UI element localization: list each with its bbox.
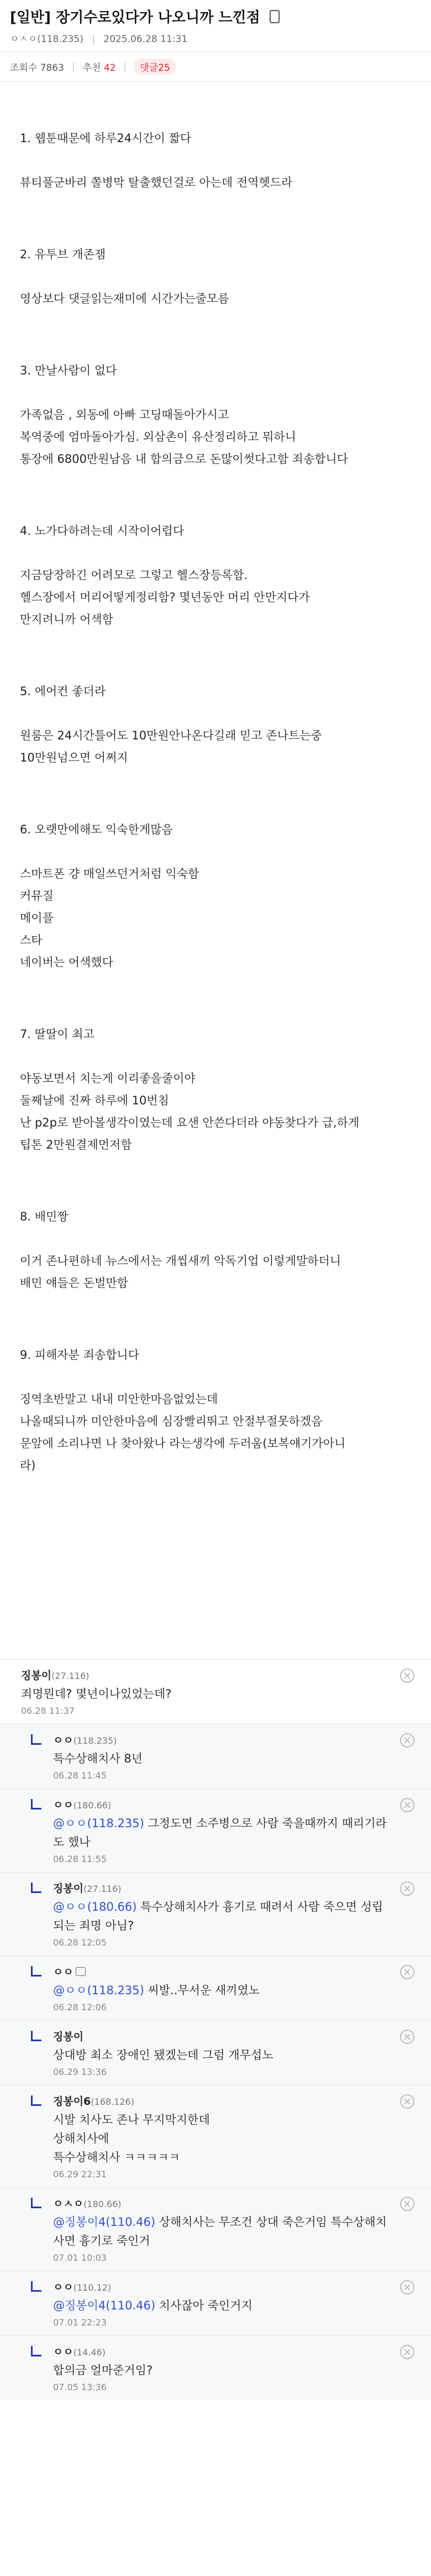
post-section [20, 818, 411, 973]
comment-author-ip: (27.116) [51, 1671, 90, 1681]
body-line: 만지려니까 어색함 [20, 613, 113, 626]
comment-reply [0, 2020, 431, 2085]
post-section [20, 359, 411, 470]
body-line: 지금당장하긴 어려모로 그렇고 헬스장등록함. [20, 569, 248, 582]
delete-comment-icon[interactable] [400, 2094, 414, 2109]
comment-text [53, 2046, 392, 2064]
recommend-value: 42 [103, 62, 116, 74]
delete-comment-icon[interactable] [400, 1733, 414, 1748]
comment-author-ip: (110.12) [73, 2282, 112, 2293]
body-line: 헬스장에서 머리어떻게정리함? 몇년동안 머리 안만지다가 [20, 591, 310, 604]
body-line: 나올때되니까 미안한마음에 심장빨리뛰고 안절부절못하겠음 [20, 1415, 323, 1428]
comment-reply [0, 1788, 431, 1872]
comment-reply [0, 2271, 431, 2335]
meta-separator: | [92, 34, 95, 45]
comment-mention[interactable]: @징봉이4(110.46) [53, 2299, 156, 2312]
body-line: 야동보면서 치는게 이리좋을줄이야 [20, 1072, 196, 1085]
comment-count-badge[interactable] [134, 59, 176, 75]
body-line: 커뮤질 [20, 889, 54, 903]
comment-body: 특수상해치사가 흉기로 때려서 사람 죽으면 성립되는 죄명 아님? [53, 1900, 383, 1932]
views-count: 조회수 7863 [10, 62, 64, 74]
comment-date: 06.28 11:55 [53, 1854, 107, 1864]
delete-comment-icon[interactable] [400, 1881, 414, 1896]
section-gap [20, 542, 411, 564]
comment-date: 07.05 13:36 [53, 2382, 107, 2392]
section-gap [20, 1045, 411, 1067]
comment-body: 시발 치사도 존나 무지막지한데 상해치사에 특수상해치사 ㅋㅋㅋㅋㅋ [53, 2113, 210, 2164]
section-heading: 4. 노가다하려는데 시작이어렵다 [20, 524, 185, 538]
section-heading: 8. 배민짱 [20, 1210, 69, 1223]
comment-body: 죄명뭔데? 몇년이나있었는데? [21, 1687, 172, 1701]
section-heading: 1. 웹툰때문에 하루24시간이 짧다 [20, 132, 192, 145]
comment-mention[interactable]: @징봉이4(110.46) [53, 2215, 156, 2229]
comment-text [53, 2361, 392, 2380]
body-line: 스타 [20, 934, 43, 947]
comment-author-ip: (168.126) [91, 2097, 134, 2107]
comment-author-ip: (118.235) [73, 1735, 117, 1746]
comment-reply [0, 2187, 431, 2271]
comment-date: 06.28 11:37 [21, 1706, 75, 1716]
comment-author[interactable] [53, 1732, 392, 1747]
phone-icon [76, 1967, 86, 1976]
body-line: 스마트폰 걍 매일쓰던거처럼 익숙함 [20, 867, 199, 880]
comment-list [0, 1659, 431, 2400]
comment-body: 특수상해치사 8년 [53, 1752, 143, 1765]
comment-date: 07.01 10:03 [53, 2252, 107, 2263]
post-header [0, 0, 431, 45]
body-line: 둘째날에 진짜 하루에 10번침 [20, 1094, 169, 1107]
post-section [20, 1344, 411, 1477]
comment-date: 07.01 22:23 [53, 2317, 107, 2328]
comment-text [53, 1981, 392, 2000]
body-line: 팁톤 2만원결제먼저함 [20, 1138, 132, 1151]
comment [0, 1659, 431, 1724]
comment-mention[interactable]: @ㅇㅇ(118.235) [53, 1817, 144, 1830]
comment-author[interactable] [53, 1797, 392, 1812]
comment-author[interactable] [53, 1880, 392, 1895]
comment-count-value: 25 [158, 62, 170, 74]
reply-arrow-icon [31, 2031, 41, 2041]
comment-date: 06.28 12:05 [53, 1937, 107, 1948]
comment-body: 치사잖아 죽인거지 [155, 2299, 253, 2312]
section-gap [20, 1228, 411, 1250]
comment-body: 상대방 최소 장애인 됐겠는데 그럼 개무섭노 [53, 2048, 274, 2062]
post-section [20, 127, 411, 194]
body-line: 징역초반말고 내내 미안한마음없었는데 [20, 1393, 218, 1406]
comment-text [53, 1749, 392, 1768]
section-gap [20, 382, 411, 404]
section-gap [20, 841, 411, 863]
comment-text [53, 2213, 392, 2250]
comment-body: 씨발..무서운 새끼였노 [144, 1984, 260, 1997]
body-line: 라) [20, 1459, 36, 1472]
delete-comment-icon[interactable] [400, 1965, 414, 1979]
body-line: 가족없음 , 외동에 아빠 고딩때돌아가시고 [20, 408, 229, 421]
delete-comment-icon[interactable] [400, 2197, 414, 2211]
comment-reply [0, 2335, 431, 2400]
comment-author-name: 징봉이6 [53, 2095, 91, 2108]
comment-text [21, 1685, 392, 1703]
reply-arrow-icon [31, 1966, 41, 1977]
post-section [20, 680, 411, 769]
post-section [20, 1206, 411, 1294]
post-category: [일반] [10, 9, 51, 26]
comment-author-name: ㅇㅇ [53, 1734, 73, 1746]
body-line: 원룸은 24시간틀어도 10만원안나온다길래 믿고 존나트는중 [20, 729, 322, 742]
body-line: 복역중에 엄마돌아가심. 외삼촌이 유산정리하고 뭐하니 [20, 430, 296, 444]
comment-reply [0, 1872, 431, 1956]
comment-author-name: ㅇㅇ [53, 1966, 73, 1978]
post-date: 2025.06.28 11:31 [103, 34, 188, 45]
body-line: 이거 존나편하네 뉴스에서는 개씹새끼 악독기업 이렇게말하더니 [20, 1254, 341, 1268]
post-section [20, 243, 411, 310]
recommend-label: 추천 [82, 62, 101, 74]
comment-author[interactable] [53, 2279, 392, 2294]
post-section [20, 520, 411, 630]
comment-author[interactable] [53, 2093, 392, 2108]
section-heading: 7. 딸딸이 최고 [20, 1028, 94, 1041]
body-line: 메이플 [20, 911, 54, 925]
comment-mention[interactable]: @ㅇㅇ(118.235) [53, 1984, 144, 1997]
post-title-text: 장기수로있다가 나오니까 느낀점 [56, 9, 260, 26]
reply-arrow-icon [31, 1799, 41, 1810]
comment-author[interactable] [53, 2344, 392, 2359]
section-heading: 2. 유투브 개존잼 [20, 248, 106, 261]
body-line: 뷰티풀군바리 쫄병막 탈출했던걸로 아는데 전역헷드라 [20, 176, 293, 189]
reply-arrow-icon [31, 2095, 41, 2106]
comment-author-name: ㅇㅇ [53, 1799, 73, 1811]
reply-arrow-icon [31, 2346, 41, 2356]
reply-arrow-icon [31, 2281, 41, 2292]
comment-author-name: 징봉이 [21, 1670, 52, 1682]
delete-comment-icon[interactable] [400, 1668, 414, 1683]
post-section [20, 1023, 411, 1156]
comment-reply [0, 1956, 431, 2020]
comment-author[interactable] [53, 2196, 392, 2210]
comment-date: 06.29 13:36 [53, 2067, 107, 2077]
section-gap [20, 702, 411, 724]
stats-separator: | [123, 61, 127, 72]
comment-body: 합의금 얼마준거임? [53, 2364, 153, 2377]
body-line: 배민 얘들은 돈벌만함 [20, 1276, 128, 1290]
comment-author-ip: (180.66) [83, 2199, 122, 2209]
post-body [0, 82, 431, 1477]
post-meta [10, 31, 421, 45]
comment-text [53, 1814, 392, 1852]
comment-author-ip: (180.66) [73, 1800, 112, 1811]
comment-author[interactable] [53, 2029, 392, 2043]
comment-body: 그정도면 소주병으로 사람 죽을때까지 때리기라도 했나 [53, 1817, 387, 1849]
body-line: 난 p2p로 받아볼생각이였는데 요샌 안쓴다더라 야동찾다가 급,하게 [20, 1116, 360, 1129]
reply-arrow-icon [31, 2198, 41, 2208]
recommend-count [83, 60, 116, 74]
reply-arrow-icon [31, 1883, 41, 1893]
comment-author[interactable] [53, 1964, 392, 1979]
section-heading: 3. 만날사람이 없다 [20, 364, 117, 377]
section-gap [20, 265, 411, 288]
comment-text [53, 1897, 392, 1935]
section-heading: 6. 오랫만에해도 익숙한게많음 [20, 823, 173, 836]
section-heading: 5. 에어컨 좋더라 [20, 685, 106, 698]
comment-reply [0, 2085, 431, 2187]
post-stats [0, 51, 431, 82]
delete-comment-icon[interactable] [400, 2030, 414, 2044]
comment-date: 06.28 11:45 [53, 1770, 107, 1781]
post-title [10, 8, 421, 28]
section-gap [20, 1366, 411, 1388]
comment-author-name: ㅇㅇ [53, 2346, 73, 2358]
reply-arrow-icon [31, 1734, 41, 1745]
comment-count-label: 댓글 [140, 62, 159, 74]
comment-text [53, 2110, 392, 2167]
comment-date: 06.28 12:06 [53, 2002, 107, 2012]
comment-author[interactable] [21, 1667, 392, 1682]
body-line: 10만원넘으면 어쩌지 [20, 751, 128, 764]
comment-reply [0, 1724, 431, 1788]
section-gap [20, 149, 411, 171]
comment-author-name: ㅇㅅㅇ [53, 2198, 84, 2210]
phone-icon [270, 10, 280, 23]
body-line: 네이버는 어색했다 [20, 956, 113, 969]
body-line: 문앞에 소리나면 나 찾아왔나 라는생각에 두러움(보복얘기가아니 [20, 1437, 346, 1450]
post-author[interactable]: ㅇㅅㅇ(118.235) [10, 34, 83, 45]
body-line: 통장에 6800만원남음 내 합의금으로 돈많이썻다고함 죄송합니다 [20, 452, 348, 466]
comment-author-name: ㅇㅇ [53, 2281, 73, 2293]
comment-author-ip: (27.116) [83, 1884, 122, 1894]
section-heading: 9. 피해자분 죄송합니다 [20, 1348, 139, 1362]
body-line: 영상보다 댓글읽는재미에 시간가는줄모름 [20, 292, 229, 305]
delete-comment-icon[interactable] [400, 2280, 414, 2295]
comment-author-ip: (14.46) [73, 2347, 106, 2358]
delete-comment-icon[interactable] [400, 2345, 414, 2359]
comment-text [53, 2296, 392, 2315]
delete-comment-icon[interactable] [400, 1798, 414, 1812]
comment-date: 06.29 22:31 [53, 2169, 107, 2179]
comment-author-name: 징봉이 [53, 1883, 84, 1895]
comment-author-name: 징봉이 [53, 2031, 84, 2043]
stats-separator: | [71, 61, 75, 72]
comment-mention[interactable]: @ㅇㅇ(180.66) [53, 1900, 137, 1913]
comment-body: 상해치사는 무조건 상대 죽은거임 특수상해치사면 흉기로 죽인거 [53, 2215, 387, 2248]
